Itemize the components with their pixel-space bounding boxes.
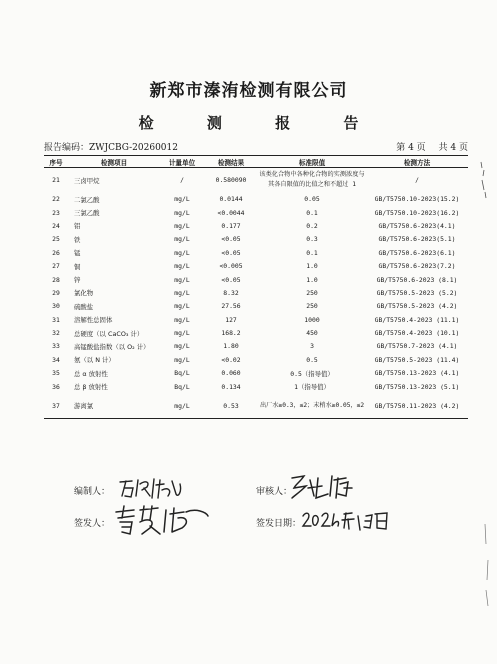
cell-item: 铝 xyxy=(74,222,81,231)
cell-method: GB/T5750.13-2023 (4.1) xyxy=(374,369,460,378)
cell-limit: 0.1 xyxy=(306,248,318,257)
cell-method: GB/T5750.5-2023 (11.4) xyxy=(374,355,460,364)
cell-unit: / xyxy=(180,176,184,185)
cell-no: 26 xyxy=(52,248,60,257)
table-row xyxy=(44,326,468,339)
cell-method: GB/T5750.6-2023(6.1) xyxy=(378,248,456,257)
cell-method: GB/T5750.5-2023 (5.2) xyxy=(376,288,458,297)
cell-result: 1.80 xyxy=(223,342,239,351)
cell-limit: 0.1 xyxy=(306,208,318,217)
scan-edge-mark xyxy=(478,160,490,200)
cell-no: 21 xyxy=(52,176,60,185)
col-header-method: 检测方法 xyxy=(366,156,468,168)
cell-result: 0.060 xyxy=(221,369,241,378)
cell-unit: mg/L xyxy=(174,288,190,297)
table-row xyxy=(44,219,468,232)
cell-no: 30 xyxy=(52,302,60,311)
table-row xyxy=(44,393,468,418)
cell-limit: 250 xyxy=(306,302,318,311)
cell-item: 氯化物 xyxy=(74,289,94,298)
table-row xyxy=(44,193,468,206)
cell-result: 0.134 xyxy=(221,382,241,391)
cell-no: 31 xyxy=(52,315,60,324)
table-row xyxy=(44,353,468,366)
col-header-result: 检测结果 xyxy=(204,156,258,168)
cell-result: <0.02 xyxy=(221,355,241,364)
cell-method: GB/T5750.10-2023(16.2) xyxy=(374,208,460,217)
cell-unit: mg/L xyxy=(174,342,190,351)
cell-result: 168.2 xyxy=(221,329,241,338)
cell-result: 0.177 xyxy=(221,221,241,230)
cell-item: 总硬度（以 CaCO₃ 计） xyxy=(74,329,144,338)
cell-item: 游离氯 xyxy=(68,393,160,418)
cell-unit: mg/L xyxy=(174,355,190,364)
cell-method: GB/T5750.7-2023 (4.1) xyxy=(376,342,458,351)
cell-result: <0.05 xyxy=(221,235,241,244)
cell-limit: 该类化合物中各种化合物的实测浓度与其各自限值的比值之和不超过 1 xyxy=(259,171,365,189)
cell-limit: 250 xyxy=(306,288,318,297)
cell-no: 22 xyxy=(52,195,60,204)
cell-limit: 0.3 xyxy=(306,235,318,244)
cell-result: <0.05 xyxy=(221,248,241,257)
col-header-limit: 标准限值 xyxy=(258,156,366,168)
cell-limit: 1.0 xyxy=(306,262,318,271)
table-row xyxy=(44,168,468,193)
col-header-item: 检测项目 xyxy=(68,156,160,168)
cell-result: 0.580090 xyxy=(215,176,247,185)
cell-unit: Bq/L xyxy=(174,382,190,391)
cell-unit: mg/L xyxy=(174,195,190,204)
cell-method: GB/T5750.11-2023 (4.2) xyxy=(366,393,468,418)
cell-limit: 0.5 xyxy=(306,355,318,364)
cell-result: <0.05 xyxy=(221,275,241,284)
cell-result: 27.56 xyxy=(221,302,241,311)
cell-unit: mg/L xyxy=(174,275,190,284)
report-title: 检 测 报 告 xyxy=(138,114,383,132)
table-row xyxy=(44,313,468,326)
cell-unit: mg/L xyxy=(174,235,190,244)
cell-method: GB/T5750.6-2023(5.1) xyxy=(378,235,456,244)
cell-no: 29 xyxy=(52,288,60,297)
cell-item: 三卤甲烷 xyxy=(74,176,100,185)
cell-item: 锰 xyxy=(74,249,81,258)
cell-no: 24 xyxy=(52,221,60,230)
preparer-signature xyxy=(116,472,186,502)
cell-result: <0.005 xyxy=(219,262,243,271)
cell-item: 硫酸盐 xyxy=(74,302,94,311)
cell-no: 27 xyxy=(52,262,60,271)
cell-method: GB/T5750.13-2023 (5.1) xyxy=(374,382,460,391)
table-row xyxy=(44,300,468,313)
table-row xyxy=(44,233,468,246)
table-body xyxy=(44,168,468,419)
page-number: 第 4 页 xyxy=(396,143,426,153)
cell-item: 高锰酸盐指数（以 O₂ 计） xyxy=(74,342,150,351)
results-table xyxy=(44,155,468,419)
cell-method: / xyxy=(415,176,419,185)
cell-unit: mg/L xyxy=(174,315,190,324)
report-meta xyxy=(44,140,468,154)
issuer-signature xyxy=(112,502,212,538)
cell-limit: 1（指导值） xyxy=(294,383,330,392)
issue-date-label: 签发日期： xyxy=(256,519,302,529)
cell-method: GB/T5750.4-2023 (11.1) xyxy=(374,315,460,324)
cell-item: 氨（以 N 计） xyxy=(74,356,115,365)
header-row xyxy=(44,156,468,168)
cell-limit: 1000 xyxy=(304,315,320,324)
cell-no: 25 xyxy=(52,235,60,244)
cell-result: 0.53 xyxy=(204,393,258,418)
table-row xyxy=(44,286,468,299)
table-row xyxy=(44,206,468,219)
cell-no: 37 xyxy=(44,393,68,418)
cell-unit: mg/L xyxy=(174,248,190,257)
cell-unit: mg/L xyxy=(174,208,190,217)
cell-limit: 450 xyxy=(306,329,318,338)
col-header-unit: 计量单位 xyxy=(160,156,204,168)
cell-no: 33 xyxy=(52,342,60,351)
cell-method: GB/T5750.6-2023(7.2) xyxy=(378,262,456,271)
cell-no: 23 xyxy=(52,208,60,217)
preparer-label: 编制人： xyxy=(74,487,111,497)
issue-date-handwritten xyxy=(300,508,390,534)
table-row xyxy=(44,367,468,380)
cell-limit: 1.0 xyxy=(306,275,318,284)
issuer-label: 签发人： xyxy=(74,519,111,529)
cell-item: 总 α 放射性 xyxy=(74,369,108,378)
cell-unit: mg/L xyxy=(174,329,190,338)
cell-limit: 0.2 xyxy=(306,221,318,230)
cell-no: 28 xyxy=(52,275,60,284)
cell-item: 总 β 放射性 xyxy=(74,383,108,392)
cell-limit: 0.05 xyxy=(304,195,320,204)
cell-limit: 出厂水≥0.3，≤2；末梢水≥0.05，≤2 xyxy=(258,393,366,418)
results-table-wrap xyxy=(44,155,468,419)
cell-item: 铁 xyxy=(74,235,81,244)
table-row xyxy=(44,259,468,272)
scan-edge-mark-lower xyxy=(482,520,492,610)
cell-item: 三氯乙酸 xyxy=(74,209,100,218)
cell-item: 铜 xyxy=(74,262,81,271)
cell-no: 36 xyxy=(52,382,60,391)
cell-no: 34 xyxy=(52,355,60,364)
cell-item: 二氯乙酸 xyxy=(74,195,100,204)
col-header-no: 序号 xyxy=(44,156,68,168)
cell-limit: 3 xyxy=(310,342,314,351)
table-row xyxy=(44,273,468,286)
reviewer-signature xyxy=(288,470,360,502)
cell-unit: mg/L xyxy=(174,262,190,271)
cell-result: 0.0144 xyxy=(219,195,243,204)
page-info xyxy=(386,140,468,153)
report-number: 报告编码：ZWJCBG-20260012 xyxy=(44,143,178,153)
cell-result: 127 xyxy=(225,315,237,324)
cell-no: 32 xyxy=(52,329,60,338)
table-row xyxy=(44,246,468,259)
cell-method: GB/T5750.5-2023 (4.2) xyxy=(376,302,458,311)
cell-item: 溶解性总固体 xyxy=(74,316,113,325)
cell-result: <0.0044 xyxy=(217,208,245,217)
cell-unit: mg/L xyxy=(174,302,190,311)
table-row xyxy=(44,380,468,393)
cell-item: 锌 xyxy=(74,276,81,285)
cell-unit: mg/L xyxy=(160,393,204,418)
company-name: 新郑市溱洧检测有限公司 xyxy=(149,81,348,101)
cell-result: 8.32 xyxy=(223,288,239,297)
cell-limit: 0.5（指导值） xyxy=(290,369,334,378)
cell-method: GB/T5750.6-2023(4.1) xyxy=(378,221,456,230)
cell-no: 35 xyxy=(52,369,60,378)
cell-unit: Bq/L xyxy=(174,369,190,378)
cell-method: GB/T5750.10-2023(15.2) xyxy=(374,195,460,204)
table-row xyxy=(44,340,468,353)
cell-method: GB/T5750.4-2023 (10.1) xyxy=(374,329,460,338)
table-header xyxy=(44,156,468,168)
reviewer-label: 审核人： xyxy=(256,487,293,497)
cell-unit: mg/L xyxy=(174,221,190,230)
page-total: 共 4 页 xyxy=(438,143,468,153)
cell-method: GB/T5750.6-2023 (8.1) xyxy=(376,275,458,284)
